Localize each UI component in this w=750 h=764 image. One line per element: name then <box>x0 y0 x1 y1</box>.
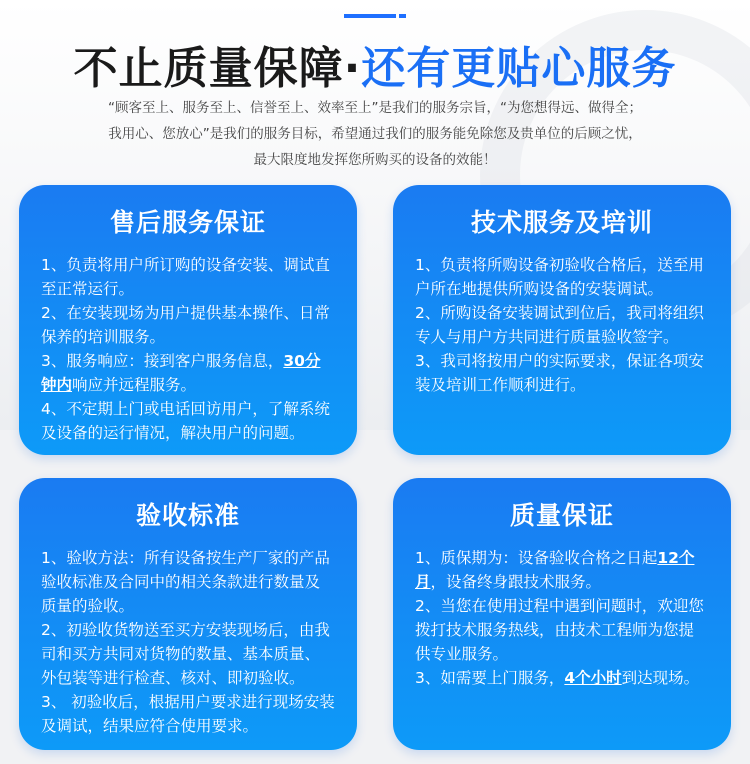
item-text: 响应并远程服务。 <box>72 376 197 394</box>
item-text: 3、服务响应：接到客户服务信息， <box>41 352 284 370</box>
item-text: 到达现场。 <box>621 669 700 687</box>
page-title <box>0 32 750 96</box>
card-body <box>415 253 709 397</box>
highlight-arrival-time: 4个小时 <box>564 669 622 687</box>
intro-text <box>40 95 710 173</box>
card-item <box>415 666 709 690</box>
highlight-warranty-period: 12个月 <box>415 549 695 591</box>
card-item: 4、不定期上门或电话回访用户，了解系统及设备的运行情况，解决用户的问题。 <box>41 400 330 442</box>
item-text: 1、质保期为：设备验收合格之日起 <box>415 549 658 567</box>
card-body <box>41 253 335 445</box>
card-item: 1、负责将用户所订购的设备安装、调试直至正常运行。 <box>41 256 330 298</box>
highlight-response-time: 30分钟内 <box>41 352 321 394</box>
card-body <box>41 546 335 738</box>
accent-line <box>344 14 396 18</box>
card-item: 2、所购设备安装调试到位后，我司将组织专人与用户方共同进行质量验收签字。 <box>415 304 704 346</box>
card-body <box>415 546 709 690</box>
title-part-1: 不止质量保障 <box>73 43 344 94</box>
intro-line: 我用心、您放心”是我们的服务目标，希望通过我们的服务能免除您及贵单位的后顾之忧， <box>108 126 642 142</box>
card-title: 售后服务保证 <box>109 208 266 237</box>
card-item <box>41 349 335 397</box>
card-title: 验收标准 <box>135 501 240 530</box>
intro-line: 最大限度地发挥您所购买的设备的效能！ <box>253 152 497 168</box>
card-acceptance-standard <box>19 478 357 750</box>
card-item: 3、 初验收后，根据用户要求进行现场安装及调试，结果应符合使用要求。 <box>41 693 335 735</box>
card-title: 技术服务及培训 <box>470 208 653 237</box>
title-dot: · <box>343 43 362 94</box>
accent-line-dot <box>399 14 406 18</box>
card-quality-guarantee <box>393 478 731 750</box>
card-item: 2、当您在使用过程中遇到问题时，欢迎您拨打技术服务热线，由技术工程师为您提供专业服务。 <box>415 597 704 663</box>
item-text: ，设备终身跟技术服务。 <box>430 573 602 591</box>
item-text: 3、如需要上门服务， <box>415 669 565 687</box>
card-item: 2、初验收货物送至买方安装现场后，由我司和买方共同对货物的数量、基本质量、外包装等进行检查、核对、即初验收。 <box>41 621 330 687</box>
card-item: 3、我司将按用户的实际要求，保证各项安装及培训工作顺利进行。 <box>415 352 704 394</box>
card-aftersales-service <box>19 185 357 455</box>
card-item <box>415 546 709 594</box>
card-tech-service-training <box>393 185 731 455</box>
card-item: 1、验收方法：所有设备按生产厂家的产品验收标准及合同中的相关条款进行数量及质量的验收。 <box>41 549 330 615</box>
card-title: 质量保证 <box>509 501 614 530</box>
card-item: 2、在安装现场为用户提供基本操作、日常保养的培训服务。 <box>41 304 330 346</box>
title-part-2: 还有更贴心服务 <box>361 43 677 94</box>
card-item: 1、负责将所购设备初验收合格后，送至用户所在地提供所购设备的安装调试。 <box>415 256 704 298</box>
intro-line: “顾客至上、服务至上、信誉至上、效率至上”是我们的服务宗旨，“为您想得远、做得全； <box>108 100 642 116</box>
